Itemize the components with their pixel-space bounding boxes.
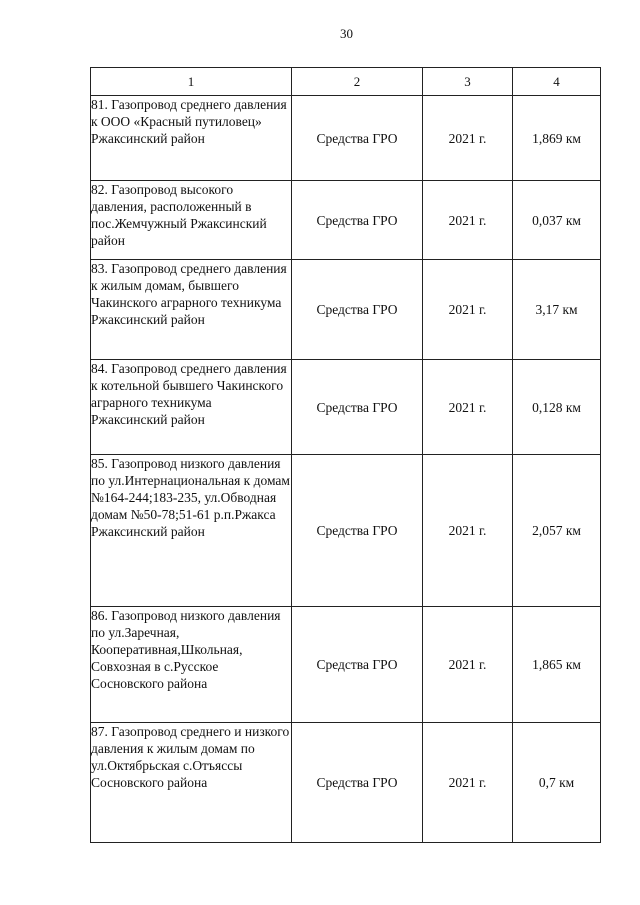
- column-header-4: 4: [513, 68, 601, 96]
- pipeline-name-cell: 84. Газопровод среднего давления к котельной бывшего Чакинского аграрного техникума Ржаксинский район: [91, 360, 292, 455]
- table-row: [91, 455, 601, 607]
- funding-source-cell: Средства ГРО: [292, 96, 423, 181]
- funding-source-cell: Средства ГРО: [292, 455, 423, 607]
- year-cell: 2021 г.: [423, 260, 513, 360]
- funding-source-cell: Средства ГРО: [292, 360, 423, 455]
- year-cell: 2021 г.: [423, 181, 513, 260]
- length-cell: 3,17 км: [513, 260, 601, 360]
- year-cell: 2021 г.: [423, 360, 513, 455]
- pipeline-name-cell: 82. Газопровод высокого давления, расположенный в пос.Жемчужный Ржаксинский район: [91, 181, 292, 260]
- length-cell: 0,037 км: [513, 181, 601, 260]
- year-cell: 2021 г.: [423, 723, 513, 843]
- table-header-row: [91, 68, 601, 96]
- gas-pipeline-table: [90, 67, 601, 843]
- table-row: [91, 723, 601, 843]
- pipeline-name-cell: 83. Газопровод среднего давления к жилым домам, бывшего Чакинского аграрного техникума Ржаксинский район: [91, 260, 292, 360]
- pipeline-name-cell: 81. Газопровод среднего давления к ООО «Красный путиловец» Ржаксинский район: [91, 96, 292, 181]
- table-row: [91, 260, 601, 360]
- table-row: [91, 360, 601, 455]
- funding-source-cell: Средства ГРО: [292, 723, 423, 843]
- funding-source-cell: Средства ГРО: [292, 181, 423, 260]
- length-cell: 2,057 км: [513, 455, 601, 607]
- table-row: [91, 96, 601, 181]
- pipeline-name-cell: 87. Газопровод среднего и низкого давления к жилым домам по ул.Октябрьская с.Отъяссы Сосновского района: [91, 723, 292, 843]
- year-cell: 2021 г.: [423, 455, 513, 607]
- table-row: [91, 181, 601, 260]
- length-cell: 1,865 км: [513, 607, 601, 723]
- year-cell: 2021 г.: [423, 96, 513, 181]
- column-header-3: 3: [423, 68, 513, 96]
- length-cell: 1,869 км: [513, 96, 601, 181]
- length-cell: 0,128 км: [513, 360, 601, 455]
- year-cell: 2021 г.: [423, 607, 513, 723]
- funding-source-cell: Средства ГРО: [292, 260, 423, 360]
- page-number: 30: [340, 26, 353, 41]
- table-row: [91, 607, 601, 723]
- length-cell: 0,7 км: [513, 723, 601, 843]
- column-header-2: 2: [292, 68, 423, 96]
- pipeline-name-cell: 85. Газопровод низкого давления по ул.Интернациональная к домам №164-244;183-235, ул.Обводная домам №50-78;51-61 р.п.Ржакса Ржаксинский район: [91, 455, 292, 607]
- column-header-1: 1: [91, 68, 292, 96]
- pipeline-name-cell: 86. Газопровод низкого давления по ул.Заречная, Кооперативная,Школьная, Совхозная в с.Русское Сосновского района: [91, 607, 292, 723]
- funding-source-cell: Средства ГРО: [292, 607, 423, 723]
